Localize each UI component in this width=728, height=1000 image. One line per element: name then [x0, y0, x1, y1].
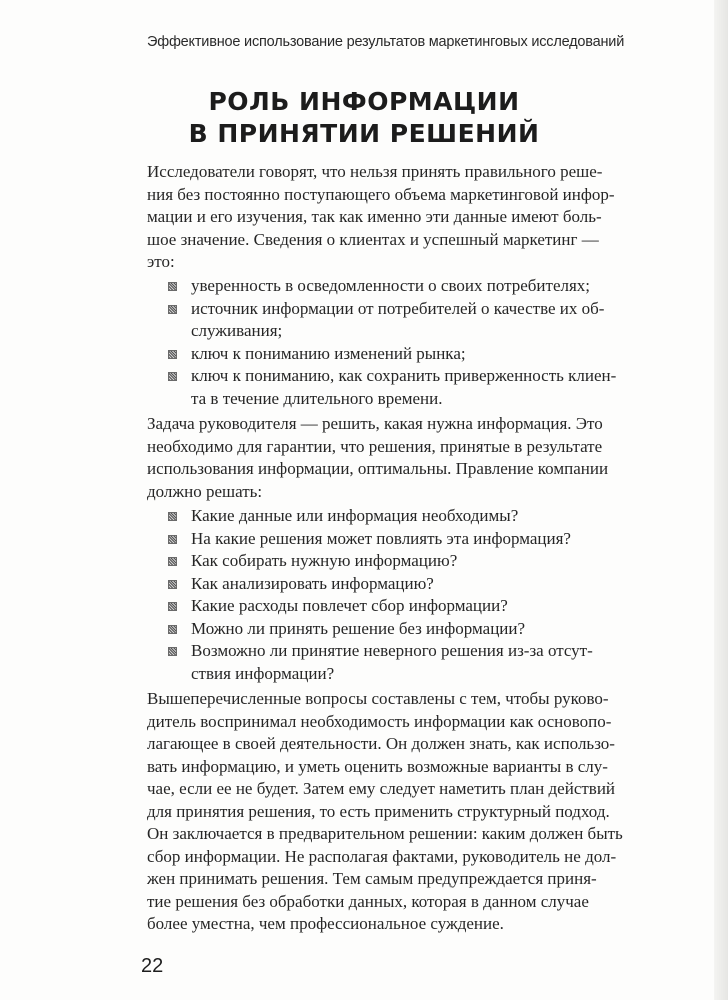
paragraph-2 [147, 413, 633, 503]
section-title-line-2: В ПРИНЯТИИ РЕШЕНИЙ [188, 119, 540, 148]
section-title [0, 86, 728, 150]
text-line: для принятия решения, то есть применить структурный подход. [147, 801, 610, 821]
list-item-text: Как собирать нужную информацию? [191, 551, 458, 570]
text-line: это: [147, 252, 175, 271]
page-edge-shadow [714, 0, 728, 1000]
square-bullet-icon [168, 350, 177, 359]
list-item-text: Возможно ли принятие неверного решения из-за отсут- [191, 641, 593, 660]
list-item [147, 505, 633, 528]
list-item-text: ключ к пониманию изменений рынка; [191, 343, 466, 363]
bullet-list-2 [147, 505, 633, 685]
paragraph-3 [147, 688, 633, 936]
list-item-text: ключ к пониманию, как сохранить приверженность клиен- [191, 366, 617, 385]
text-line: дитель воспринимал необходимость информации как основопо- [147, 711, 612, 731]
list-item-text: источник информации от потребителей о качестве их об- [191, 298, 605, 318]
square-bullet-icon [168, 305, 177, 314]
list-item-text: Какие данные или информация необходимы? [191, 506, 519, 525]
list-item [147, 275, 633, 298]
bullet-list-1 [147, 275, 633, 410]
text-line: использования информации, оптимальны. Правление компании [147, 459, 609, 478]
text-line: мации и его изучения, так как именно эти данные имеют боль- [147, 207, 602, 226]
list-item-text: ствия информации? [191, 663, 335, 683]
square-bullet-icon [168, 625, 177, 634]
list-item-text: На какие решения может повлиять эта информация? [191, 528, 571, 548]
square-bullet-icon [168, 580, 177, 589]
text-line: лагающее в своей деятельности. Он должен знать, как использо- [147, 734, 615, 753]
text-line: должно решать: [147, 481, 263, 501]
list-item [147, 640, 633, 685]
text-line: сбор информации. Не располагая фактами, руководитель не дол- [147, 846, 617, 866]
list-item-text: уверенность в осведомленности о своих потребителях; [191, 276, 591, 295]
text-line: Он заключается в предварительном решении: каким должен быть [147, 824, 623, 843]
square-bullet-icon [168, 372, 177, 381]
list-item [147, 595, 633, 618]
list-item [147, 365, 633, 410]
text-line: более уместна, чем профессиональное суждение. [147, 914, 504, 933]
square-bullet-icon [168, 282, 177, 291]
list-item-text: Какие расходы повлечет сбор информации? [191, 596, 508, 615]
running-head: Эффективное использование результатов маркетинговых исследований [147, 34, 625, 50]
list-item-text: та в течение длительного времени. [191, 388, 443, 408]
text-line: ния без постоянно поступающего объема маркетинговой инфор- [147, 184, 615, 204]
text-line: чае, если ее не будет. Затем ему следует наметить план действий [147, 779, 616, 798]
text-line: жен принимать решения. Тем самым предупреждается приня- [147, 869, 597, 888]
text-line: необходимо для гарантии, что решения, принятые в результате [147, 436, 603, 456]
square-bullet-icon [168, 602, 177, 611]
text-line: шое значение. Сведения о клиентах и успешный маркетинг — [147, 229, 599, 249]
list-item-text: Как анализировать информацию? [191, 573, 434, 593]
list-item [147, 343, 633, 366]
section-title-line-1: РОЛЬ ИНФОРМАЦИИ [208, 87, 520, 116]
list-item [147, 550, 633, 573]
list-item-text: служивания; [191, 321, 283, 340]
page-number: 22 [141, 955, 164, 977]
list-item [147, 528, 633, 551]
text-line: Исследователи говорят, что нельзя принять правильного реше- [147, 162, 603, 181]
square-bullet-icon [168, 647, 177, 656]
text-line: тие решения без обработки данных, которая в данном случае [147, 891, 589, 911]
list-item [147, 298, 633, 343]
square-bullet-icon [168, 512, 177, 521]
text-line: вать информацию, и уметь оценить возможные варианты в слу- [147, 756, 608, 776]
list-item [147, 573, 633, 596]
text-line: Вышеперечисленные вопросы составлены с тем, чтобы руково- [147, 689, 609, 708]
text-line: Задача руководителя — решить, какая нужна информация. Это [147, 414, 603, 433]
paragraph-1 [147, 161, 633, 274]
square-bullet-icon [168, 535, 177, 544]
square-bullet-icon [168, 557, 177, 566]
list-item [147, 618, 633, 641]
list-item-text: Можно ли принять решение без информации? [191, 618, 526, 638]
